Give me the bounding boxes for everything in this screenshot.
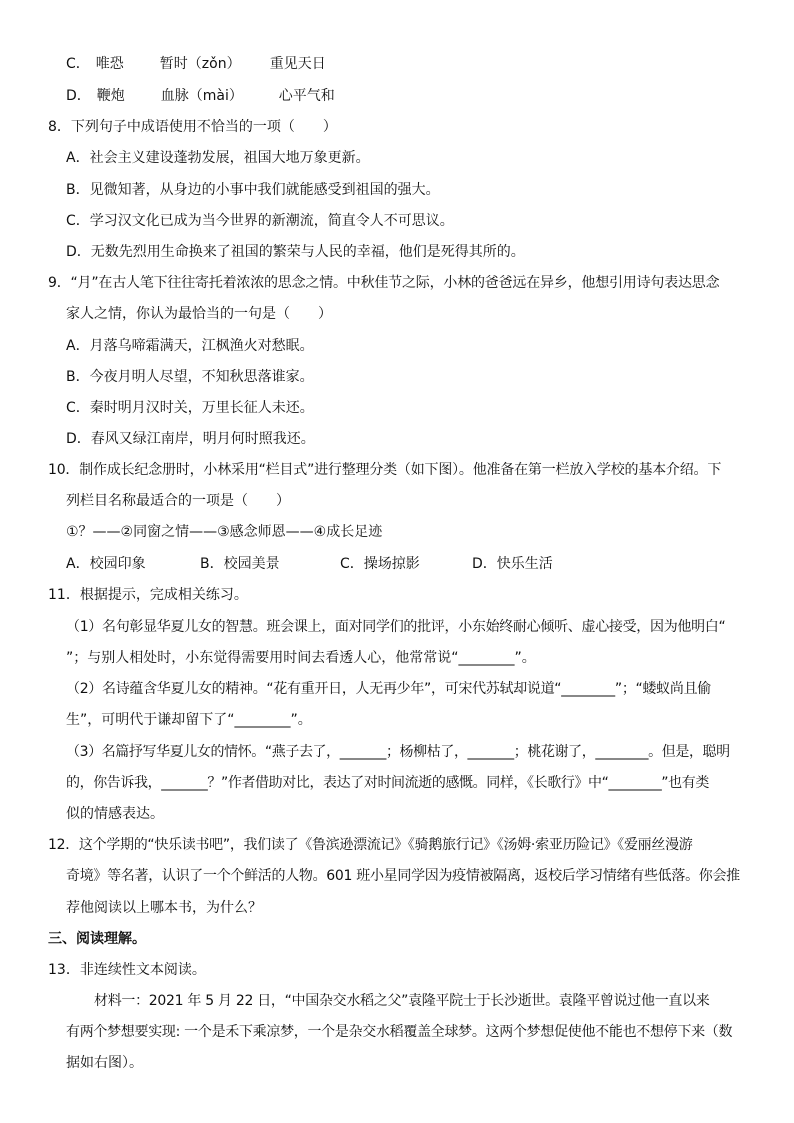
q13-material1-line3: 据如右图）。 bbox=[66, 1055, 143, 1071]
q9-option-c: C．秦时明月汉时关，万里长征人未还。 bbox=[66, 400, 314, 416]
q10-option-d: D．快乐生活 bbox=[472, 556, 553, 572]
q7-option-d-word2: 血脉（mài） bbox=[160, 88, 243, 104]
section-title-reading: 三、阅读理解。 bbox=[48, 931, 146, 947]
q7-option-d bbox=[66, 86, 335, 106]
q12-line1: 12．这个学期的“快乐读书吧”，我们读了《鲁滨逊漂流记》《骑鹅旅行记》《汤姆·索亚历险记》《爱丽丝漫游 bbox=[48, 837, 693, 853]
q10-option-c: C．操场掠影 bbox=[340, 556, 420, 572]
q10-option-a: A．校园印象 bbox=[66, 556, 146, 572]
q7-option-c-letter: C． bbox=[66, 56, 90, 72]
q7-option-c-word2: 暂时（zǒn） bbox=[159, 56, 241, 72]
q7-option-d-word3: 心平气和 bbox=[278, 88, 335, 104]
q11-stem: 11．根据提示，完成相关练习。 bbox=[48, 587, 248, 603]
q8-option-a: A．社会主义建设蓬勃发展，祖国大地万象更新。 bbox=[66, 150, 370, 166]
q11-part3-line2: 的，你告诉我，_______？”作者借助对比，表达了对时间流逝的感慨。同样，《长歌行》中“________”也有类 bbox=[66, 775, 709, 791]
q11-part3-line3: 似的情感表达。 bbox=[66, 806, 164, 822]
q7-option-c-word3: 重见天日 bbox=[269, 56, 326, 72]
q9-option-b: B．今夜月明人尽望，不知秋思落谁家。 bbox=[66, 369, 314, 385]
q10-stem-line2: 列栏目名称最适合的一项是（ ） bbox=[66, 493, 290, 509]
q12-line2: 奇境》等名著，认识了一个个鲜活的人物。601 班小星同学因为疫情被隔离，返校后学习情绪有些低落。你会推 bbox=[66, 868, 740, 884]
q9-option-d: D．春风又绿江南岸，明月何时照我还。 bbox=[66, 431, 315, 447]
q10-options bbox=[66, 554, 553, 574]
q10-option-b: B．校园美景 bbox=[200, 556, 280, 572]
q7-option-c-word1: 唯恐 bbox=[95, 56, 124, 72]
q8-option-c: C．学习汉文化已成为当今世界的新潮流，简直令人不可思议。 bbox=[66, 213, 454, 229]
q10-stem-line1: 10．制作成长纪念册时，小林采用“栏目式”进行整理分类（如下图）。他准备在第一栏放入学校的基本介绍。下 bbox=[48, 462, 722, 478]
q11-part2-line1: （2）名诗蕴含华夏儿女的精神。“花有重开日，人无再少年”，可宋代苏轼却说道“________”；“蝼蚁尚且偷 bbox=[66, 681, 711, 697]
q8-option-b: B．见微知著，从身边的小事中我们就能感受到祖国的强大。 bbox=[66, 182, 440, 198]
q9-stem-line2: 家人之情，你认为最恰当的一句是（ ） bbox=[66, 306, 332, 322]
q13-stem: 13．非连续性文本阅读。 bbox=[48, 962, 206, 978]
q12-line3: 荐他阅读以上哪本书，为什么？ bbox=[66, 900, 262, 916]
q13-material1-line1: 材料一：2021 年 5 月 22 日，“中国杂交水稻之父”袁隆平院士于长沙逝世。袁隆平曾说过他一直以来 bbox=[94, 993, 710, 1009]
q11-part1-line1: （1）名句彰显华夏儿女的智慧。班会课上，面对同学们的批评，小东始终耐心倾听、虚心接受，因为他明白“ bbox=[66, 619, 726, 635]
q7-option-c bbox=[66, 54, 326, 74]
q9-option-a: A．月落乌啼霜满天，江枫渔火对愁眠。 bbox=[66, 338, 314, 354]
q8-option-d: D．无数先烈用生命换来了祖国的繁荣与人民的幸福，他们是死得其所的。 bbox=[66, 244, 525, 260]
q9-stem-line1: 9．“月”在古人笔下往往寄托着浓浓的思念之情。中秋佳节之际，小林的爸爸远在异乡，他想引用诗句表达思念 bbox=[48, 275, 720, 291]
q13-material1-line2: 有两个梦想要实现: 一个是禾下乘凉梦，一个是杂交水稻覆盖全球梦。这两个梦想促使他不能也不想停下来（数 bbox=[66, 1024, 733, 1040]
q10-column-sequence: ①？——②同窗之情——③感念师恩——④成长足迹 bbox=[66, 524, 383, 540]
q8-stem: 8．下列句子中成语使用不恰当的一项（ ） bbox=[48, 119, 337, 135]
q11-part3-line1: （3）名篇抒写华夏儿女的情怀。“燕子去了，_______；杨柳枯了，_______；桃花谢了，________。但是，聪明 bbox=[66, 744, 730, 760]
q7-option-d-word1: 鞭炮 bbox=[96, 88, 125, 104]
q11-part2-line2: 生”，可明代于谦却留下了“________”。 bbox=[66, 712, 312, 728]
q11-part1-line2: ”；与别人相处时，小东觉得需要用时间去看透人心，他常常说“________”。 bbox=[66, 650, 536, 666]
q7-option-d-letter: D． bbox=[66, 88, 91, 104]
